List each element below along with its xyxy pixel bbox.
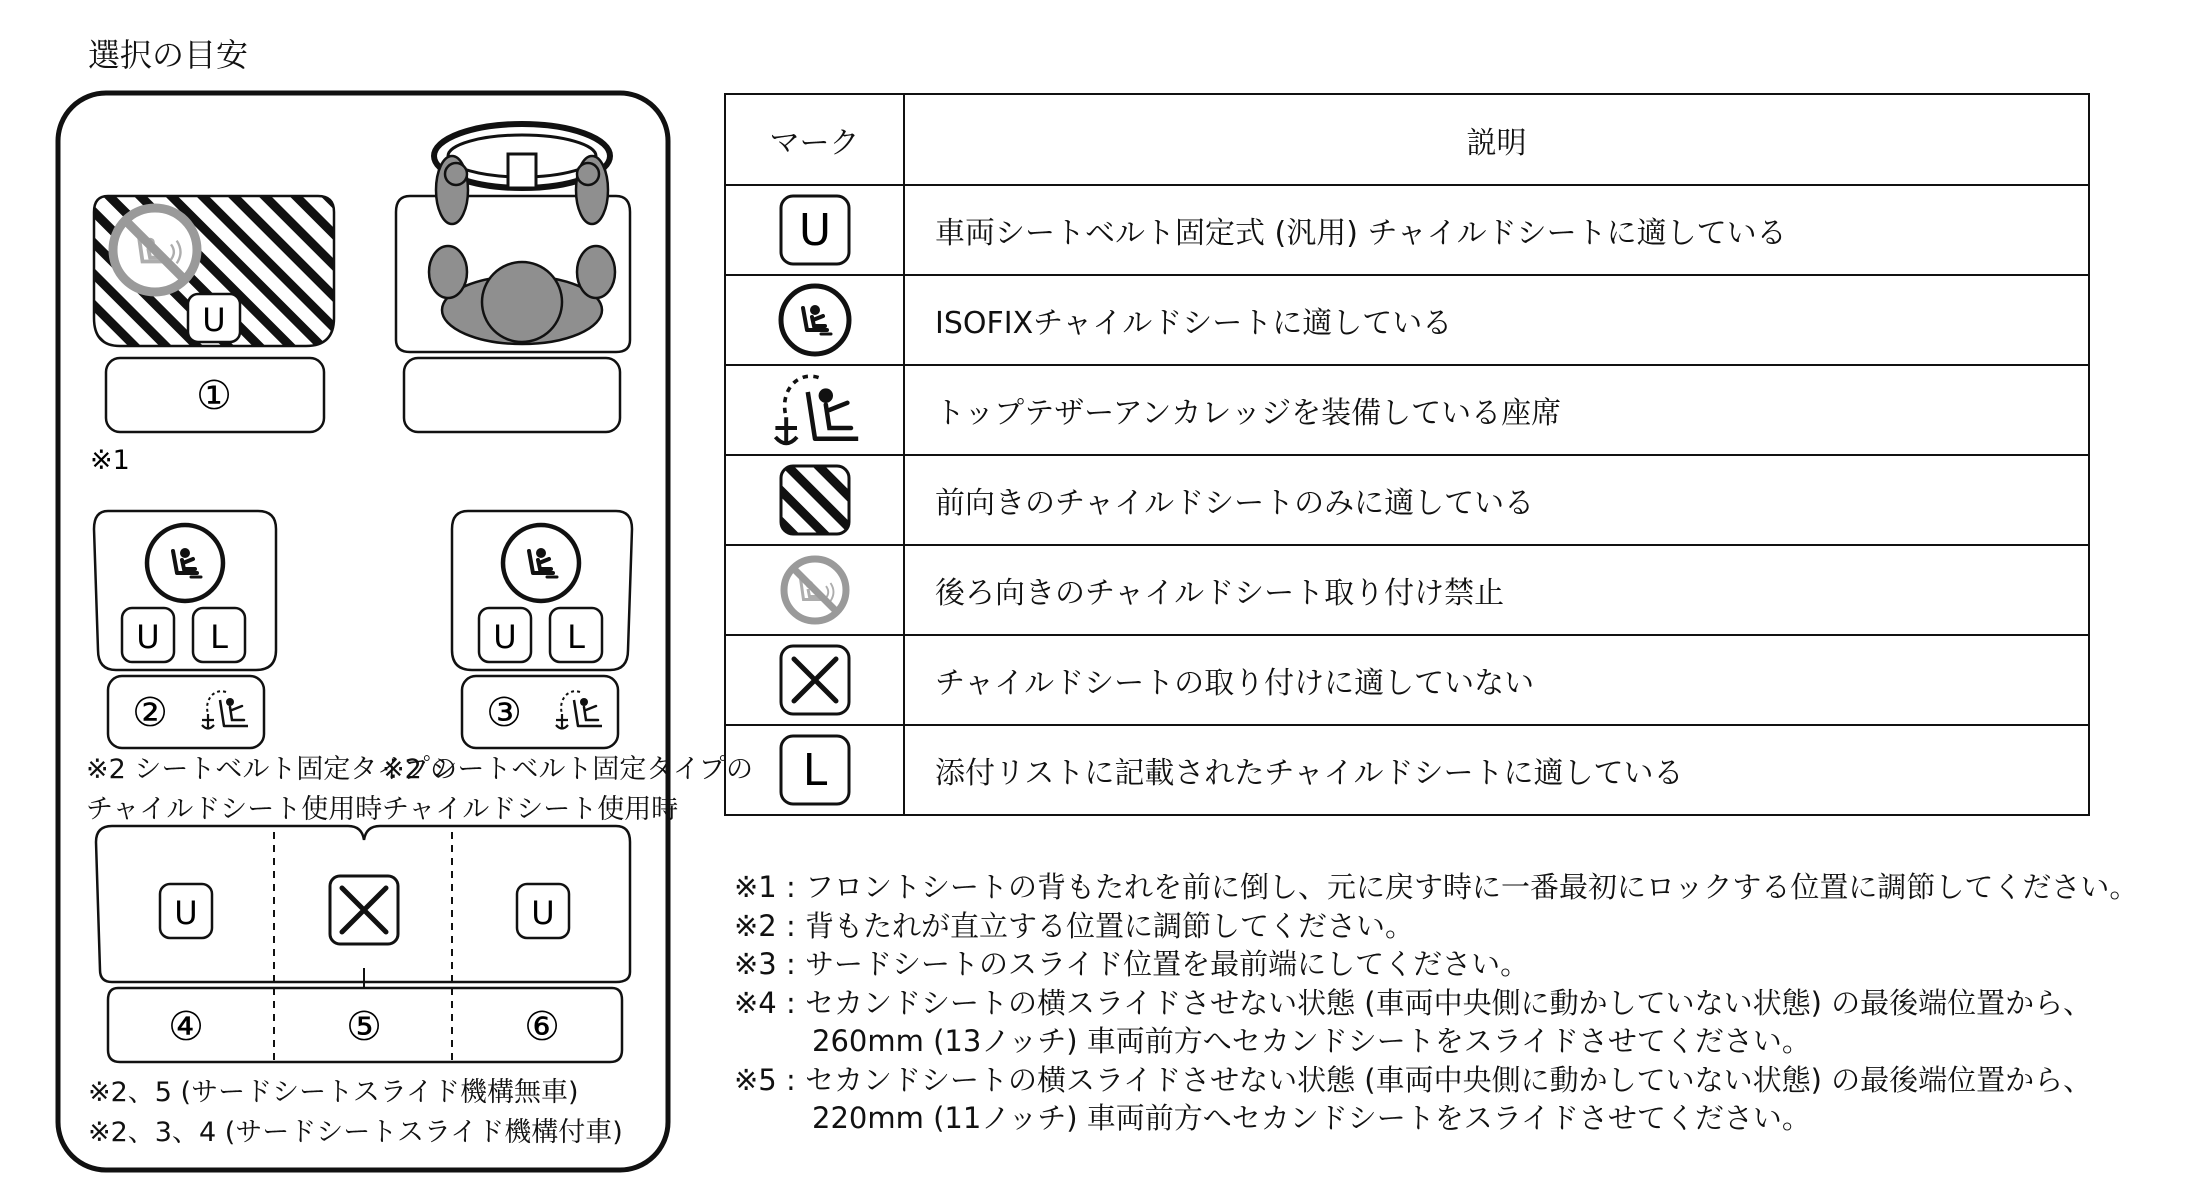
seat-1-number: ①: [196, 373, 232, 419]
footnote: ※3 : サードシートのスライド位置を最前端にしてください。: [734, 947, 1530, 981]
legend-desc: 後ろ向きのチャイルドシート取り付け禁止: [904, 545, 2089, 635]
svg-text:U: U: [798, 205, 831, 256]
footnote-continuation: 220mm (11ノッチ) 車両前方へセカンドシートをスライドさせてください。: [812, 1101, 1811, 1135]
seat-1-note: ※1: [90, 445, 130, 476]
footnote: ※4 : セカンドシートの横スライドさせない状態 (車両中央側に動かしていない状態) の最後端位置から、: [734, 985, 2093, 1020]
seat-2: [94, 511, 276, 748]
legend-desc: 添付リストに記載されたチャイルドシートに適している: [904, 725, 2089, 815]
driver-seat: [396, 124, 630, 432]
seat-3: [452, 511, 632, 748]
seat-3-l-label: L: [567, 618, 585, 656]
legend-row: [725, 185, 2089, 275]
seat-2-u-label: U: [136, 618, 160, 656]
u-badge-icon: [725, 185, 904, 275]
seat-4-u-label: U: [174, 894, 198, 932]
seat-1-u-label: U: [202, 301, 226, 339]
legend-desc: 車両シートベルト固定式 (汎用) チャイルドシートに適している: [904, 185, 2089, 275]
legend-desc: トップテザーアンカレッジを装備している座席: [904, 365, 2089, 455]
isofix-icon: [725, 275, 904, 365]
legend-row: [725, 275, 2089, 365]
footnote: ※5 : セカンドシートの横スライドさせない状態 (車両中央側に動かしていない状態) の最後端位置から、: [734, 1062, 2093, 1097]
legend-row: [725, 635, 2089, 725]
seat-3-u-label: U: [493, 618, 517, 656]
seat-6-number: ⑥: [524, 1004, 560, 1050]
footnote-continuation: 260mm (13ノッチ) 車両前方へセカンドシートをスライドさせてください。: [812, 1024, 1811, 1058]
legend-row: [725, 455, 2089, 545]
legend-header: [725, 94, 2089, 185]
seat-2-caption: ※2 シートベルト固定タイプの チャイルドシート使用時: [86, 754, 458, 825]
legend-header-desc: 説明: [904, 94, 2089, 185]
seat-4-number: ④: [168, 1004, 204, 1050]
top-tether-icon: [725, 365, 904, 455]
legend-header-mark: マーク: [725, 94, 904, 185]
seat-3-caption: ※2 シートベルト固定タイプの チャイルドシート使用時: [382, 754, 754, 825]
hatch-icon: [725, 455, 904, 545]
page-title: 選択の目安: [88, 36, 249, 74]
legend-desc: チャイルドシートの取り付けに適していない: [904, 635, 2089, 725]
seat-2-isofix-icon: [147, 525, 223, 601]
third-row-note-2: ※2、3、4 (サードシートスライド機構付車): [88, 1117, 623, 1148]
l-badge-icon: [725, 725, 904, 815]
legend-row: [725, 365, 2089, 455]
seat-2-l-label: L: [210, 618, 228, 656]
svg-text:L: L: [802, 745, 827, 796]
legend-row: [725, 545, 2089, 635]
seat-3-number: ③: [486, 690, 522, 736]
seating-diagram: [0, 0, 754, 1182]
legend-table: [724, 93, 2090, 816]
no-rear-facing-icon: [725, 545, 904, 635]
cross-icon: [725, 635, 904, 725]
footnote: ※2 : 背もたれが直立する位置に調節してください。: [734, 908, 1414, 943]
seat-5-number: ⑤: [346, 1004, 382, 1050]
footnote: ※1 : フロントシートの背もたれを前に倒し、元に戻す時に一番最初にロックする位置に調節してください。: [734, 870, 2139, 904]
seat-6-u-label: U: [531, 894, 555, 932]
seat-5-cross-icon: [330, 876, 398, 944]
seat-2-number: ②: [132, 690, 168, 736]
no-rear-facing-icon: [113, 208, 197, 292]
third-row-note-1: ※2、5 (サードシートスライド機構無車): [88, 1077, 579, 1108]
legend-row: [725, 725, 2089, 815]
legend-desc: 前向きのチャイルドシートのみに適している: [904, 455, 2089, 545]
legend-desc: ISOFIXチャイルドシートに適している: [904, 275, 2089, 365]
seat-3-isofix-icon: [503, 525, 579, 601]
footnotes: [734, 868, 2138, 1138]
